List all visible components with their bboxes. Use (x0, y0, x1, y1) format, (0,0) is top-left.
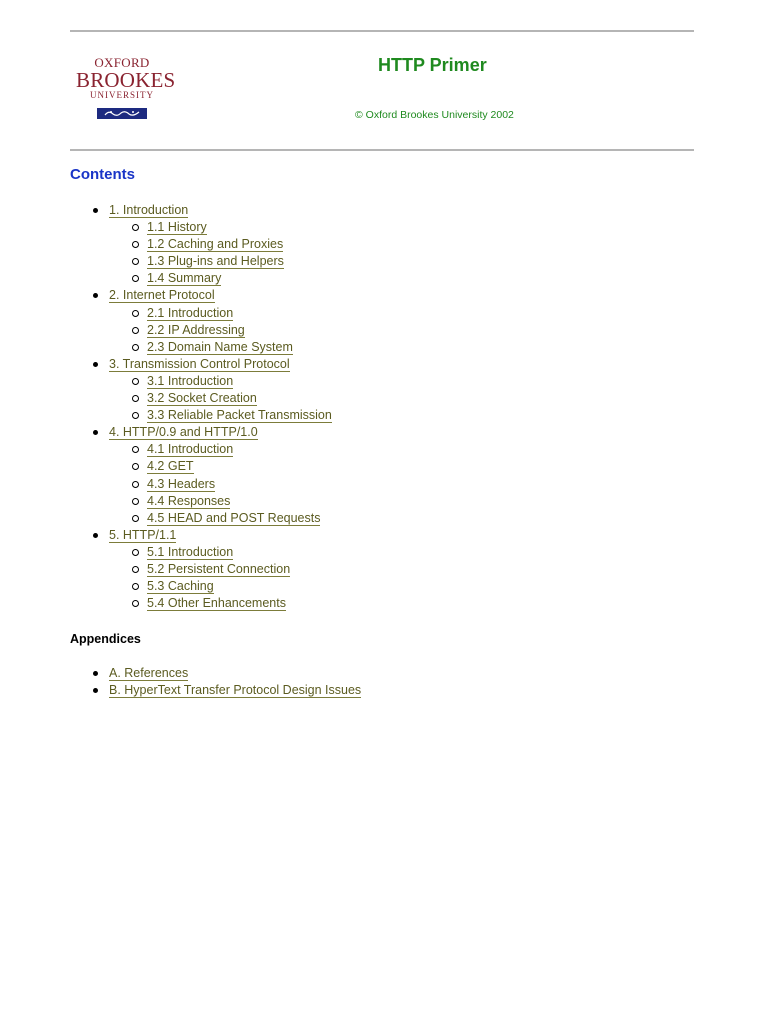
appendix-link-design-issues[interactable]: B. HyperText Transfer Protocol Design Issues (109, 683, 362, 698)
toc-link-caching-and-proxies[interactable]: 1.2 Caching and Proxies (147, 237, 284, 252)
toc-link-history[interactable]: 1.1 History (147, 220, 207, 235)
toc-link-persistent-connection[interactable]: 5.2 Persistent Connection (147, 561, 291, 576)
toc-subitem (109, 458, 690, 475)
toc-subitem (109, 305, 690, 322)
toc-link-reliable-packet-transmission[interactable]: 3.3 Reliable Packet Transmission (147, 408, 332, 423)
table-of-contents (90, 202, 690, 612)
toc-subitem (109, 510, 690, 527)
toc-link-http10-introduction[interactable]: 4.1 Introduction (147, 442, 234, 457)
toc-subitem (109, 322, 690, 339)
toc-section (90, 424, 690, 527)
toc-subitem (109, 339, 690, 356)
toc-link-http11-introduction[interactable]: 5.1 Introduction (147, 544, 234, 559)
appendix-item (90, 682, 690, 699)
toc-subitem (109, 253, 690, 270)
toc-link-head-and-post-requests[interactable]: 4.5 HEAD and POST Requests (147, 510, 321, 525)
toc-subitem (109, 390, 690, 407)
oxford-brookes-logo[interactable] (76, 55, 176, 119)
header-divider (70, 149, 694, 151)
toc-link-ip-addressing[interactable]: 2.2 IP Addressing (147, 322, 245, 337)
toc-section (90, 287, 690, 355)
appendices-list (90, 665, 690, 699)
toc-link-transmission-control-protocol[interactable]: 3. Transmission Control Protocol (109, 356, 290, 371)
appendix-item (90, 665, 690, 682)
toc-subsection-list (109, 544, 690, 612)
toc-section (90, 202, 690, 287)
toc-subitem (109, 373, 690, 390)
appendix-link-references[interactable]: A. References (109, 666, 189, 680)
toc-subsection-list (109, 373, 690, 424)
toc-section (90, 356, 690, 424)
toc-subitem (109, 595, 690, 612)
toc-link-http09-http10[interactable]: 4. HTTP/0.9 and HTTP/1.0 (109, 425, 258, 440)
toc-subitem (109, 561, 690, 578)
toc-subitem (109, 476, 690, 493)
toc-subsection-list (109, 441, 690, 526)
toc-link-internet-protocol[interactable]: 2. Internet Protocol (109, 288, 215, 303)
toc-link-other-enhancements[interactable]: 5.4 Other Enhancements (147, 596, 286, 611)
toc-link-caching[interactable]: 5.3 Caching (147, 579, 214, 594)
top-divider (70, 30, 694, 32)
logo-crest-icon (97, 108, 147, 119)
contents-heading: Contents (70, 166, 135, 183)
toc-subitem (109, 578, 690, 595)
toc-subsection-list (109, 219, 690, 287)
logo-line-university: UNIVERSITY (90, 90, 154, 100)
logo-line-oxford: OXFORD (94, 55, 150, 70)
toc-link-domain-name-system[interactable]: 2.3 Domain Name System (147, 339, 293, 354)
toc-link-headers[interactable]: 4.3 Headers (147, 476, 216, 491)
toc-subitem (109, 219, 690, 236)
toc-subitem (109, 441, 690, 458)
page-title: HTTP Primer (378, 55, 487, 75)
logo-line-brookes: BROOKES (76, 68, 176, 92)
toc-subitem (109, 493, 690, 510)
toc-subsection-list (109, 305, 690, 356)
toc-link-summary[interactable]: 1.4 Summary (147, 271, 222, 286)
appendices-heading: Appendices (70, 632, 141, 646)
copyright-notice: © Oxford Brookes University 2002 (355, 109, 514, 121)
toc-link-plugins-and-helpers[interactable]: 1.3 Plug-ins and Helpers (147, 254, 284, 269)
toc-link-socket-creation[interactable]: 3.2 Socket Creation (147, 391, 257, 406)
toc-subitem (109, 236, 690, 253)
toc-link-responses[interactable]: 4.4 Responses (147, 493, 231, 508)
toc-link-introduction[interactable]: 1. Introduction (109, 203, 189, 217)
toc-section (90, 527, 690, 612)
toc-subitem (109, 270, 690, 287)
toc-subitem (109, 544, 690, 561)
toc-link-ip-introduction[interactable]: 2.1 Introduction (147, 305, 234, 320)
toc-link-get[interactable]: 4.2 GET (147, 459, 194, 474)
toc-link-tcp-introduction[interactable]: 3.1 Introduction (147, 373, 234, 388)
toc-link-http11[interactable]: 5. HTTP/1.1 (109, 527, 177, 542)
toc-subitem (109, 407, 690, 424)
